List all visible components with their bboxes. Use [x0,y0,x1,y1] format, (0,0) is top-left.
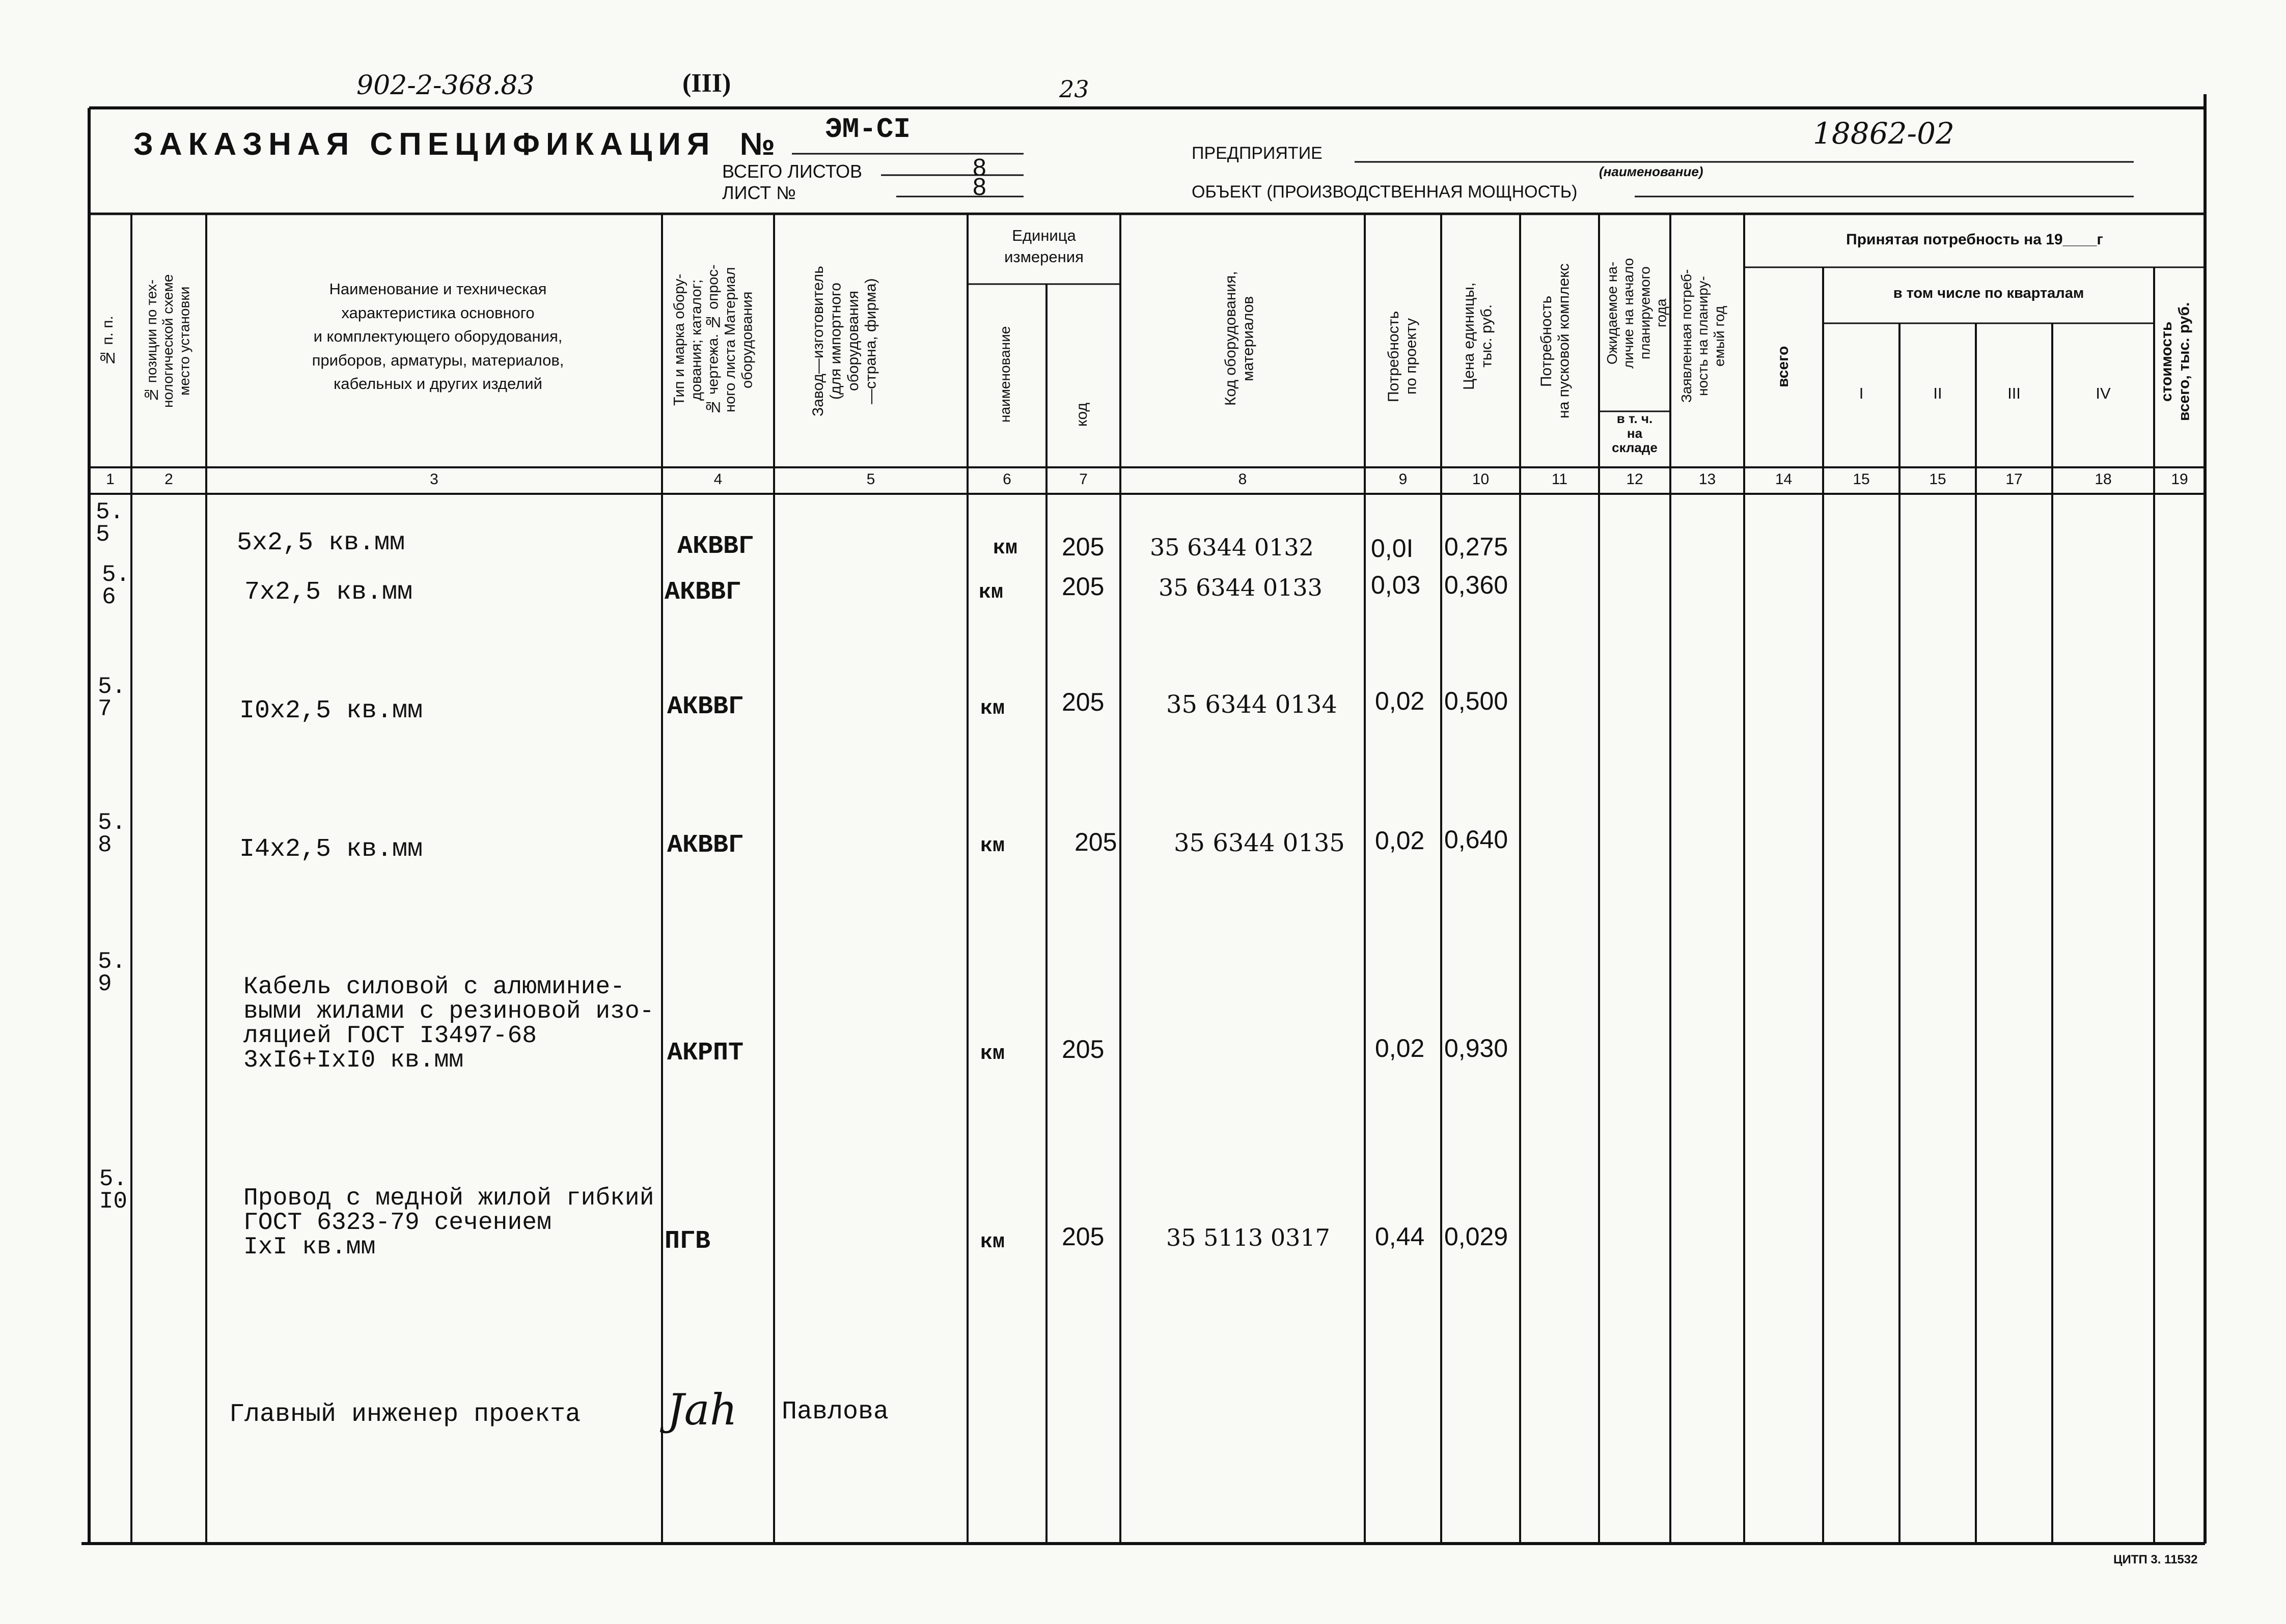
header-expected-stock: Ожидаемое на- личие на начало планируемого года [1604,258,1669,369]
column-number: 11 [1551,471,1568,488]
header-unit-name: наименование [997,326,1013,423]
column-number: 2 [164,471,173,488]
row-unit: км [980,1043,1005,1066]
row-unit-code: 205 [1062,533,1105,561]
row-project-need: 0,0I [1371,534,1414,563]
row-type: АКВВГ [667,831,744,860]
row-project-need: 0,03 [1371,571,1421,599]
row-unit-code: 205 [1062,688,1105,716]
sheets-total-value: 8 [973,154,986,181]
column-number: 3 [430,471,438,488]
row-unit-code: 205 [1062,1222,1105,1251]
row-equipment-code: 35 5113 0317 [1166,1224,1330,1251]
header-type: Тип и марка обору- дования; каталог; № чертежа. № опрос- ного листа Материал оборудования [671,264,756,415]
row-position: 5. 6 [102,562,130,610]
row-project-need: 0,02 [1375,1034,1425,1062]
header-unit-group: Единица измерения [1004,227,1084,266]
row-unit-price: 0,360 [1444,571,1508,599]
row-type: АКВВГ [677,532,754,561]
row-unit-code: 205 [1062,1035,1105,1063]
row-type: ПГВ [665,1227,711,1256]
header-total: всего [1775,346,1792,387]
row-name: Провод с медной жилой гибкий ГОСТ 6323-79 сечением IхI кв.мм [243,1185,654,1261]
sheets-total-label: ВСЕГО ЛИСТОВ [722,161,862,182]
header-declared-need: Заявленная потреб- ность на планиру- емый год [1678,269,1727,403]
row-name: Кабель силовой с алюминие- выми жилами с резиновой изо- ляцией ГОСТ I3497-68 3хI6+IхI0 кв.мм [243,973,654,1074]
sheet-value: 8 [973,174,986,201]
header-unit-code: код [1073,403,1090,427]
column-number: 19 [2171,471,2188,488]
column-number: 8 [1238,471,1247,488]
header-quarter-1: I [1859,384,1864,402]
row-unit: км [993,537,1018,560]
row-equipment-code: 35 6344 0135 [1174,829,1345,857]
row-name: I4х2,5 кв.мм [239,835,423,864]
row-position: 5. 5 [96,499,124,548]
document-number: 902-2-368.83 [356,70,535,101]
header-quarter-4: IV [2096,384,2111,402]
header-in-warehouse: в т. ч. на складе [1612,411,1658,456]
row-unit-price: 0,029 [1444,1222,1508,1251]
row-unit-price: 0,930 [1444,1034,1508,1062]
row-type: АКВВГ [667,692,744,721]
row-unit-price: 0,500 [1444,687,1508,715]
header-quarter-3: III [2007,384,2021,402]
row-position: 5. 8 [98,809,126,858]
spec-number: ЭМ-СI [825,113,911,146]
enterprise-label: ПРЕДПРИЯТИЕ [1192,144,1323,163]
column-number: 15 [1853,471,1870,488]
column-number: 13 [1698,471,1716,488]
column-number: 9 [1398,471,1408,488]
row-name: 7х2,5 кв.мм [244,578,413,607]
row-position: 5. 9 [98,948,126,997]
header-project-need: Потребность по проекту [1385,311,1420,402]
print-stamp: ЦИТП 3. 11532 [2113,1553,2198,1566]
header-launch-need: Потребность на пусковой комплекс [1538,263,1573,419]
header-quarter-2: II [1933,384,1942,402]
header-manufacturer: Завод—изготовитель (для импортного оборудования —страна, фирма) [810,266,879,416]
name-hint: (наименование) [1599,164,1703,179]
row-equipment-code: 35 6344 0134 [1166,690,1337,719]
signature: Jah [667,1385,737,1435]
column-number: 14 [1775,471,1793,488]
row-unit-price: 0,640 [1444,825,1508,854]
column-number: 17 [2005,471,2023,488]
column-number: 18 [2095,471,2112,488]
sheet-label: ЛИСТ № [722,182,796,203]
row-name: I0х2,5 кв.мм [239,696,423,725]
header-name: Наименование и техническая характеристика основного и комплектующего оборудования, приборов, арматуры, материалов, кабельных и других изделий [312,280,564,393]
column-number: 10 [1472,471,1490,488]
object-label: ОБЪЕКТ (ПРОИЗВОДСТВЕННАЯ МОЩНОСТЬ) [1192,182,1578,202]
header-by-quarters: в том числе по кварталам [1893,285,2084,301]
number-label: № [739,127,775,162]
header-row-number: № п. п. [99,316,116,367]
header-position: № позиции по тех- нологической схеме место установки [144,274,192,408]
header-cost-total: стоимость всего, тыс. руб. [2158,302,2193,421]
engineer-name: Павлова [782,1397,889,1426]
row-unit-code: 205 [1062,572,1105,601]
column-number: 5 [866,471,875,488]
row-project-need: 0,02 [1375,826,1425,855]
row-unit: км [979,581,1004,604]
volume-number: (III) [682,69,731,98]
enterprise-code: 18862-02 [1813,116,1954,151]
header-accepted-need: Принятая потребность на 19____г [1846,231,2103,248]
column-number: 12 [1626,471,1643,488]
form-title-text: ЗАКАЗНАЯ СПЕЦИФИКАЦИЯ [133,127,716,162]
row-unit: км [980,835,1005,858]
header-equipment-code: Код оборудования, материалов [1222,271,1257,406]
row-type: АКВВГ [665,578,741,607]
row-unit-code: 205 [1075,828,1117,856]
page-number: 23 [1059,75,1089,103]
row-unit: км [980,697,1005,720]
column-number: 1 [106,471,115,488]
row-equipment-code: 35 6344 0133 [1159,574,1323,601]
row-unit: км [980,1231,1005,1254]
chief-engineer-label: Главный инженер проекта [229,1400,581,1429]
column-number: 4 [713,471,723,488]
row-project-need: 0,02 [1375,687,1425,715]
row-name: 5х2,5 кв.мм [237,528,405,557]
column-number: 7 [1079,471,1088,488]
row-unit-price: 0,275 [1444,533,1508,561]
row-position: 5. 7 [98,674,126,722]
column-number: 6 [1003,471,1011,488]
header-unit-price: Цена единицы, тыс. руб. [1461,282,1495,390]
row-position: 5. I0 [99,1166,127,1215]
row-project-need: 0,44 [1375,1222,1425,1251]
row-type: АКРПТ [667,1039,744,1068]
column-number: 15 [1929,471,1946,488]
row-equipment-code: 35 6344 0132 [1150,534,1314,561]
